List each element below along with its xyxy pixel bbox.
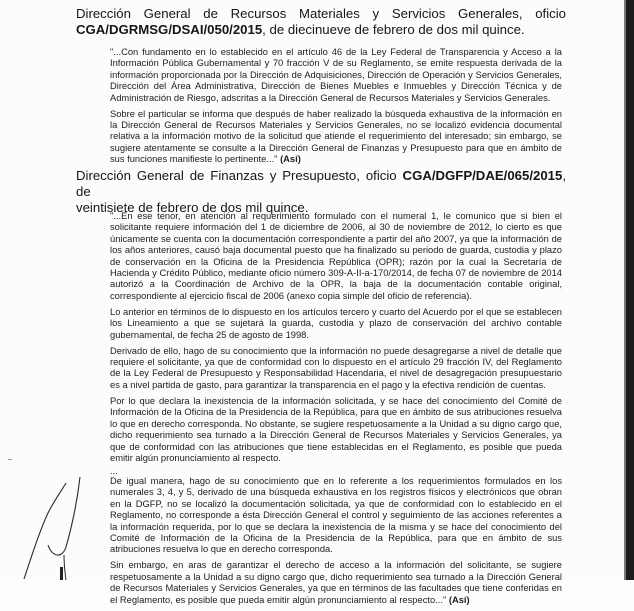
section-1-heading-line-1: Dirección General de Recursos Materiales y Servicios Generales, oficio [76,6,566,21]
scan-artifact-mark [60,567,63,580]
section-2-oficio-code: CGA/DGFP/DAE/065/2015 [402,168,563,183]
section-1-quote [110,47,562,170]
section-2-paragraph: Lo anterior en términos de lo dispuesto en los artículos tercero y cuarto del Acuerdo por el que se establecen los Lineamiento a que se sujetará la guarda, custodia y plazo de conservación del archivo contable gubernamental, de fecha 25 de agosto de 1998. [110,306,562,340]
section-2-quote [110,211,562,611]
section-2-heading-pre: Dirección General de Finanzas y Presupuesto, oficio [76,168,397,183]
section-2-paragraph-text: Sin embargo, en aras de garantizar el derecho de acceso a la información del solicitante, se sugiere respetuosamente a la Unidad a su digno cargo que, dicho requerimiento sea turnado a la Dirección General de Recursos Materiales y Servicios Generales, ya que en términos de las facultades que tiene conferidas en el Reglamento, es posible que pueda emitir algún pronunciamiento al respecto..." [110,560,562,605]
handwritten-signature-mark [18,475,88,580]
section-1-heading [76,6,566,38]
section-1-heading-date: , de diecinueve de febrero de dos mil quince. [262,22,525,37]
scan-border-edge [626,0,634,580]
signature-stroke [48,477,80,555]
section-1-paragraph [110,109,562,166]
section-2-heading-date: veintisiete de febrero de dos mil quince. [76,200,309,215]
section-1-paragraph-text: Sobre el particular se informa que después de haber realizado la búsqueda exhaustiva de la información en la Dirección General de Recursos Materiales y Servicios Generales, no se localizó evidencia documental relativa a la información motivo de la solicitud que atiende el requerimiento del interesado; sin embargo, se sugiere atentamente se consulte a la Dirección General de Finanzas y Presupuesto para que en ámbito de sus funciones manifieste lo pertinente..." [110,108,562,165]
section-2-heading-post: , de [76,168,566,199]
section-1-paragraph: "...Con fundamento en lo establecido en el artículo 46 de la Ley Federal de Transparencia y Acceso a la Información Pública Gubernamental y 70 fracción V de su Reglamento, se emite respuesta derivada de la información proporcionada por la Dirección de Adquisiciones, Dirección de Operación y Servicios Generales, Dirección del Área Administrativa, Dirección de Bienes Muebles e Inmuebles y Dirección Técnica y de Administración de Riesgo, adscritas a la Dirección General de Recursos Materiales y Servicios Generales. [110,47,562,103]
section-1-oficio-code: CGA/DGRMSG/DSAI/050/2015 [76,22,263,37]
signature-stroke [24,483,66,579]
section-2-closing-note: (Así) [448,594,470,605]
section-2-heading [76,168,566,216]
signature-stroke [64,555,66,580]
scan-speck [8,459,12,460]
section-2-paragraph: Por lo que declara la inexistencia de la información solicitada, y se hace del conocimiento del Comité de Información de la Oficina de la Presidencia de la República, para que en ámbito de sus atribuciones resuelva lo que en derecho corresponda. No obstante, se sugiere respetuosamente a la Unidad a su digno cargo que, dicho requerimiento sea turnado a la Dirección General de Recursos Materiales y Servicios Generales, ya que de conformidad con las atribuciones que tiene establecidas en el Reglamento, es posible que pueda emitir algún pronunciamiento al respecto. [110,395,562,463]
section-2-paragraph: De igual manera, hago de su conocimiento que en lo referente a los requerimientos formulados en los numerales 3, 4, y 5, derivado de una búsqueda exhaustiva en los registros físicos y electrónicos que obran en la DGFP, no se localizó la documentación solicitada, ya que de conformidad con lo establecido en el Reglamento, no corresponde a ésta Dirección General el control y seguimiento de las acciones referentes a la información requerida, por lo que se declara la inexistencia de la misma y se hace del conocimiento del Comité de Información de la Oficina de la Presidencia de la República, para que en ámbito de sus atribuciones resuelva lo que en derecho corresponda. [110,475,562,555]
section-2-paragraph [110,560,562,606]
section-2-paragraph: Derivado de ello, hago de su conocimiento que la información no puede desagregarse a nivel de detalle que requiere el solicitante, ya que de conformidad con lo dispuesto en el artículo 29 fracción IV, del Reglamento de la Ley Federal de Presupuesto y Responsabilidad Hacendaria, el nivel de desagregación presupuestario es a nivel partida de gasto, para garantizar la transparencia en el pago y la efectiva rendición de cuentas. [110,345,562,390]
section-2-omission-ellipsis: ... [110,465,118,476]
section-2-heading-line-1 [76,168,566,200]
section-1-closing-note: (Así) [280,154,301,165]
section-2-paragraph: "...En ese tenor, en atención al requerimiento formulado con el numeral 1, le comunico que si bien el solicitante requiere información del 1 de diciembre de 2006, al 30 de noviembre de 2012, lo cierto es que únicamente se cuenta con la documentación correspondiente a partir del año 2007, ya que la información de los años anteriores, causó baja documental puesto que ha finalizado su periodo de guarda, custodia y plazo de conservación en la Oficina de la Presidencia República (OPR); razón por la cual la Secretaría de Hacienda y Crédito Público, mediante oficio número 309-A-II-a-170/2014, de fecha 07 de noviembre de 2014 autorizó a la Coordinación de Archivo de la OPR, la baja de la documentación contable original, correspondiente al ejercicio fiscal de 2006 (anexo copia simple del oficio de referencia). [110,211,562,301]
